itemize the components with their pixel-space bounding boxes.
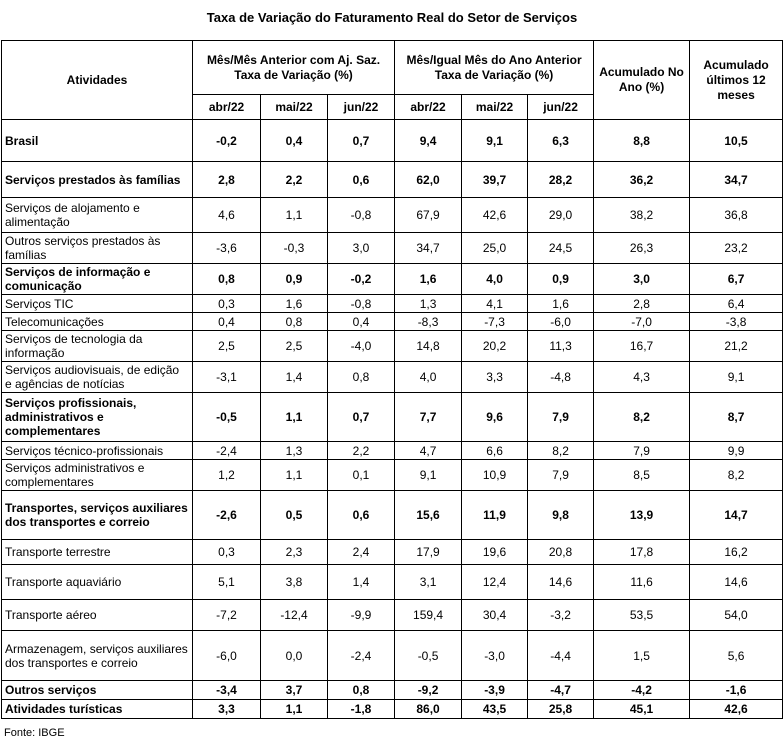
value-cell: 6,3 — [528, 120, 594, 162]
value-cell: 13,9 — [594, 491, 690, 540]
activity-name: Outros serviços — [2, 681, 193, 700]
value-cell: 1,6 — [528, 295, 594, 313]
value-cell: 1,5 — [594, 631, 690, 681]
value-cell: 14,6 — [528, 565, 594, 600]
value-cell: -2,6 — [193, 491, 261, 540]
value-cell: 34,7 — [690, 162, 783, 198]
value-cell: 1,3 — [261, 442, 328, 460]
value-cell: -6,0 — [528, 313, 594, 331]
value-cell: -4,8 — [528, 362, 594, 393]
table-body — [2, 120, 783, 719]
activity-name: Serviços TIC — [2, 295, 193, 313]
value-cell: 20,2 — [462, 331, 528, 362]
header-month: jun/22 — [328, 95, 395, 120]
value-cell: 7,9 — [528, 393, 594, 442]
value-cell: 0,5 — [261, 491, 328, 540]
value-cell: -9,2 — [395, 681, 462, 700]
value-cell: -1,6 — [690, 681, 783, 700]
value-cell: 42,6 — [462, 198, 528, 233]
value-cell: -12,4 — [261, 600, 328, 631]
activity-name: Telecomunicações — [2, 313, 193, 331]
value-cell: 6,7 — [690, 264, 783, 295]
value-cell: 0,6 — [328, 162, 395, 198]
value-cell: 0,6 — [328, 491, 395, 540]
value-cell: 38,2 — [594, 198, 690, 233]
table-row — [2, 295, 783, 313]
table-row — [2, 264, 783, 295]
value-cell: 2,8 — [594, 295, 690, 313]
header-month: jun/22 — [528, 95, 594, 120]
value-cell: 24,5 — [528, 233, 594, 264]
header-mes-mes-anterior: Mês/Mês Anterior com Aj. Saz. Taxa de Variação (%) — [193, 41, 395, 95]
value-cell: 1,2 — [193, 460, 261, 491]
value-cell: 9,1 — [462, 120, 528, 162]
value-cell: 14,6 — [690, 565, 783, 600]
value-cell: 1,3 — [395, 295, 462, 313]
value-cell: 0,1 — [328, 460, 395, 491]
value-cell: 4,0 — [462, 264, 528, 295]
value-cell: 0,9 — [261, 264, 328, 295]
value-cell: -4,0 — [328, 331, 395, 362]
header-month: mai/22 — [261, 95, 328, 120]
table-title: Taxa de Variação do Faturamento Real do Setor de Serviços — [206, 10, 578, 25]
table-row — [2, 393, 783, 442]
value-cell: -4,4 — [528, 631, 594, 681]
activity-name: Transportes, serviços auxiliares dos transportes e correio — [2, 491, 193, 540]
table-row — [2, 162, 783, 198]
value-cell: 8,8 — [594, 120, 690, 162]
table-row — [2, 442, 783, 460]
value-cell: 25,8 — [528, 700, 594, 719]
value-cell: 1,4 — [261, 362, 328, 393]
value-cell: 9,9 — [690, 442, 783, 460]
header-mes-igual-mes: Mês/Igual Mês do Ano Anterior Taxa de Variação (%) — [395, 41, 594, 95]
header-month: abr/22 — [395, 95, 462, 120]
value-cell: 43,5 — [462, 700, 528, 719]
header-acumulado-ano: Acumulado No Ano (%) — [594, 41, 690, 120]
value-cell: 0,8 — [328, 362, 395, 393]
table-row — [2, 700, 783, 719]
value-cell: 11,9 — [462, 491, 528, 540]
value-cell: 4,1 — [462, 295, 528, 313]
value-cell: 5,6 — [690, 631, 783, 681]
value-cell: 2,4 — [328, 540, 395, 565]
value-cell: 3,0 — [594, 264, 690, 295]
value-cell: 26,3 — [594, 233, 690, 264]
value-cell: -4,2 — [594, 681, 690, 700]
value-cell: 1,6 — [261, 295, 328, 313]
header-month: mai/22 — [462, 95, 528, 120]
activity-name: Transporte aéreo — [2, 600, 193, 631]
table-row — [2, 460, 783, 491]
value-cell: 9,1 — [690, 362, 783, 393]
value-cell: 20,8 — [528, 540, 594, 565]
value-cell: 0,8 — [261, 313, 328, 331]
value-cell: 9,1 — [395, 460, 462, 491]
value-cell: -3,9 — [462, 681, 528, 700]
value-cell: 7,9 — [528, 460, 594, 491]
value-cell: -3,0 — [462, 631, 528, 681]
value-cell: 3,1 — [395, 565, 462, 600]
value-cell: -2,4 — [193, 442, 261, 460]
table-row — [2, 233, 783, 264]
value-cell: 4,3 — [594, 362, 690, 393]
header-atividades: Atividades — [2, 41, 193, 120]
activity-name: Atividades turísticas — [2, 700, 193, 719]
value-cell: 4,7 — [395, 442, 462, 460]
value-cell: 39,7 — [462, 162, 528, 198]
value-cell: 21,2 — [690, 331, 783, 362]
value-cell: 0,7 — [328, 120, 395, 162]
value-cell: -6,0 — [193, 631, 261, 681]
value-cell: 11,6 — [594, 565, 690, 600]
value-cell: -3,8 — [690, 313, 783, 331]
value-cell: 6,4 — [690, 295, 783, 313]
value-cell: -0,8 — [328, 198, 395, 233]
value-cell: 1,1 — [261, 198, 328, 233]
activity-name: Serviços de alojamento e alimentação — [2, 198, 193, 233]
table-row — [2, 631, 783, 681]
value-cell: 17,9 — [395, 540, 462, 565]
value-cell: 8,2 — [528, 442, 594, 460]
value-cell: 0,4 — [193, 313, 261, 331]
table-row — [2, 565, 783, 600]
services-table — [1, 40, 783, 719]
value-cell: 34,7 — [395, 233, 462, 264]
table-row — [2, 491, 783, 540]
activity-name: Serviços audiovisuais, de edição e agências de notícias — [2, 362, 193, 393]
value-cell: 42,6 — [690, 700, 783, 719]
value-cell: 1,4 — [328, 565, 395, 600]
value-cell: 2,5 — [261, 331, 328, 362]
value-cell: 29,0 — [528, 198, 594, 233]
value-cell: 14,8 — [395, 331, 462, 362]
value-cell: 10,9 — [462, 460, 528, 491]
value-cell: 11,3 — [528, 331, 594, 362]
table-row — [2, 331, 783, 362]
value-cell: 16,7 — [594, 331, 690, 362]
value-cell: 7,7 — [395, 393, 462, 442]
table-row — [2, 198, 783, 233]
value-cell: 159,4 — [395, 600, 462, 631]
value-cell: 3,0 — [328, 233, 395, 264]
value-cell: -1,8 — [328, 700, 395, 719]
value-cell: 9,6 — [462, 393, 528, 442]
table-row — [2, 600, 783, 631]
table-row — [2, 681, 783, 700]
value-cell: 8,2 — [594, 393, 690, 442]
value-cell: 53,5 — [594, 600, 690, 631]
value-cell: -7,2 — [193, 600, 261, 631]
value-cell: 0,4 — [261, 120, 328, 162]
value-cell: -9,9 — [328, 600, 395, 631]
value-cell: 1,1 — [261, 460, 328, 491]
value-cell: 0,3 — [193, 295, 261, 313]
value-cell: 12,4 — [462, 565, 528, 600]
value-cell: -0,5 — [395, 631, 462, 681]
value-cell: 0,9 — [528, 264, 594, 295]
value-cell: 62,0 — [395, 162, 462, 198]
value-cell: 4,6 — [193, 198, 261, 233]
value-cell: 30,4 — [462, 600, 528, 631]
value-cell: 25,0 — [462, 233, 528, 264]
value-cell: -3,4 — [193, 681, 261, 700]
value-cell: 8,2 — [690, 460, 783, 491]
value-cell: -0,8 — [328, 295, 395, 313]
value-cell: -2,4 — [328, 631, 395, 681]
value-cell: 7,9 — [594, 442, 690, 460]
value-cell: 2,5 — [193, 331, 261, 362]
value-cell: 86,0 — [395, 700, 462, 719]
value-cell: 28,2 — [528, 162, 594, 198]
value-cell: 2,8 — [193, 162, 261, 198]
value-cell: -3,1 — [193, 362, 261, 393]
value-cell: 6,6 — [462, 442, 528, 460]
value-cell: -0,3 — [261, 233, 328, 264]
value-cell: 8,5 — [594, 460, 690, 491]
value-cell: 16,2 — [690, 540, 783, 565]
value-cell: 19,6 — [462, 540, 528, 565]
value-cell: -7,3 — [462, 313, 528, 331]
table-row — [2, 540, 783, 565]
table-row — [2, 362, 783, 393]
value-cell: 54,0 — [690, 600, 783, 631]
activity-name: Brasil — [2, 120, 193, 162]
value-cell: 67,9 — [395, 198, 462, 233]
activity-name: Outros serviços prestados às famílias — [2, 233, 193, 264]
header-acumulado-12-meses: Acumulado últimos 12 meses — [690, 41, 783, 120]
value-cell: 0,8 — [328, 681, 395, 700]
value-cell: 0,7 — [328, 393, 395, 442]
value-cell: 36,2 — [594, 162, 690, 198]
value-cell: 2,3 — [261, 540, 328, 565]
value-cell: -0,2 — [193, 120, 261, 162]
value-cell: 17,8 — [594, 540, 690, 565]
value-cell: 0,3 — [193, 540, 261, 565]
value-cell: 9,8 — [528, 491, 594, 540]
value-cell: 0,0 — [261, 631, 328, 681]
value-cell: -0,5 — [193, 393, 261, 442]
activity-name: Serviços técnico-profissionais — [2, 442, 193, 460]
value-cell: 5,1 — [193, 565, 261, 600]
activity-name: Transporte aquaviário — [2, 565, 193, 600]
header-month: abr/22 — [193, 95, 261, 120]
value-cell: 2,2 — [328, 442, 395, 460]
value-cell: -7,0 — [594, 313, 690, 331]
value-cell: -0,2 — [328, 264, 395, 295]
value-cell: 3,8 — [261, 565, 328, 600]
activity-name: Serviços administrativos e complementares — [2, 460, 193, 491]
value-cell: 1,6 — [395, 264, 462, 295]
table-row — [2, 313, 783, 331]
value-cell: 3,3 — [193, 700, 261, 719]
source-note: Fonte: IBGE — [4, 727, 65, 739]
value-cell: 10,5 — [690, 120, 783, 162]
value-cell: -4,7 — [528, 681, 594, 700]
value-cell: 14,7 — [690, 491, 783, 540]
activity-name: Serviços profissionais, administrativos e complementares — [2, 393, 193, 442]
value-cell: 2,2 — [261, 162, 328, 198]
value-cell: 1,1 — [261, 393, 328, 442]
value-cell: -3,2 — [528, 600, 594, 631]
activity-name: Transporte terrestre — [2, 540, 193, 565]
value-cell: 15,6 — [395, 491, 462, 540]
value-cell: 1,1 — [261, 700, 328, 719]
value-cell: 0,8 — [193, 264, 261, 295]
activity-name: Serviços de tecnologia da informação — [2, 331, 193, 362]
value-cell: 45,1 — [594, 700, 690, 719]
value-cell: 36,8 — [690, 198, 783, 233]
value-cell: 0,4 — [328, 313, 395, 331]
value-cell: -8,3 — [395, 313, 462, 331]
value-cell: -3,6 — [193, 233, 261, 264]
activity-name: Armazenagem, serviços auxiliares dos transportes e correio — [2, 631, 193, 681]
value-cell: 3,3 — [462, 362, 528, 393]
value-cell: 23,2 — [690, 233, 783, 264]
value-cell: 4,0 — [395, 362, 462, 393]
value-cell: 3,7 — [261, 681, 328, 700]
activity-name: Serviços de informação e comunicação — [2, 264, 193, 295]
value-cell: 8,7 — [690, 393, 783, 442]
activity-name: Serviços prestados às famílias — [2, 162, 193, 198]
value-cell: 9,4 — [395, 120, 462, 162]
table-row — [2, 120, 783, 162]
